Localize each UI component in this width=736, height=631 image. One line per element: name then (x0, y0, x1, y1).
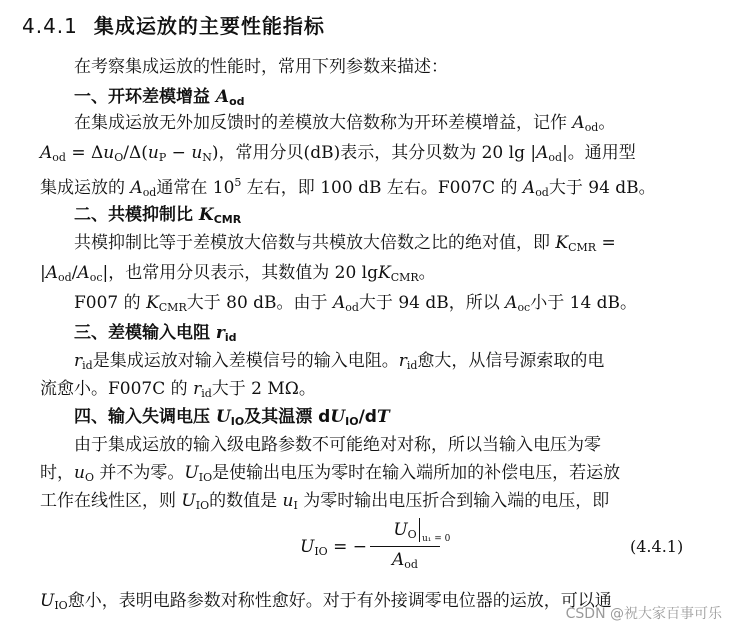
s1-line-3: 集成运放的 $A_{od}$通常在 $10^5$ 左右，即 100 dB 左右。F007C 的 $A_{od}$大于 94 dB。 (40, 176, 656, 199)
s4-line-1: 由于集成运放的输入级电路参数不可能绝对对称，所以当输入电压为零 (74, 435, 601, 455)
section-title (22, 10, 325, 39)
section-number: 4.4.1 (22, 14, 78, 38)
equation-condition: u₁ = 0 (422, 534, 451, 544)
s2-line-3: F007 的 $K_{CMR}$大于 80 dB。由于 $A_{od}$大于 94 dB，所以 $A_{oc}$小于 14 dB。 (74, 293, 638, 314)
heading-cmrr: 二、共模抑制比 $K_{CMR}$ (74, 205, 242, 226)
s4-last-line: $U_{IO}$愈小，表明电路参数对称性愈好。对于有外接调零电位器的运放，可以通 (40, 591, 612, 612)
equation-number: (4.4.1) (630, 537, 684, 556)
s2-line-2: $|A_{od}/A_{oc}|$，也常用分贝表示，其数值为 20 lgK$_{CMR}$。 (40, 263, 436, 284)
s3-line-2: 流愈小。F007C 的 $r_{id}$大于 2 MΩ。 (40, 379, 316, 400)
equation-denominator: $A_{od}$ (392, 550, 418, 571)
heading-input-resistance: 三、差模输入电阻 $r_{id}$ (74, 323, 237, 344)
s1-line-2: $A_{od} = \Delta u_O/\Delta(u_P - u_N)$，常用分贝(dB)表示，其分贝数为 20 $\lg |A_{od}|$。通用型 (40, 143, 636, 164)
s1-line-1: 在集成运放无外加反馈时的差模放大倍数称为开环差模增益，记作 $A_{od}$。 (74, 113, 616, 134)
equation-numerator: $U_O$ (393, 520, 417, 541)
s4-line-2: 时，$u_O$ 并不为零。$U_{IO}$是使输出电压为零时在输入端所加的补偿电压，若运放 (40, 463, 621, 484)
heading-open-loop-gain: 一、开环差模增益 $A_{od}$ (74, 87, 245, 108)
s3-line-1: $r_{id}$是集成运放对输入差模信号的输入电阻。$r_{id}$愈大，从信号源索取的电 (74, 351, 605, 372)
fraction-bar (370, 546, 440, 547)
s2-line-1: 共模抑制比等于差模放大倍数与共模放大倍数之比的绝对值，即 $K_{CMR}$ = (74, 233, 616, 254)
watermark: CSDN @祝大家百事可乐 (565, 606, 722, 622)
section-title-text: 集成运放的主要性能指标 (93, 14, 325, 38)
equation-4-4-1 (300, 518, 700, 578)
evaluation-bar (419, 518, 420, 542)
heading-offset-voltage: 四、输入失调电压 $U_{IO}$及其温漂 $dU_{IO}/dT$ (74, 407, 390, 428)
intro-paragraph: 在考察集成运放的性能时，常用下列参数来描述： (74, 57, 448, 77)
s4-line-3: 工作在线性区，则 $U_{IO}$的数值是 $u_I$ 为零时输出电压折合到输入端的电压，即 (40, 491, 610, 512)
equation-lhs: $U_{IO}$ = − (300, 537, 367, 558)
